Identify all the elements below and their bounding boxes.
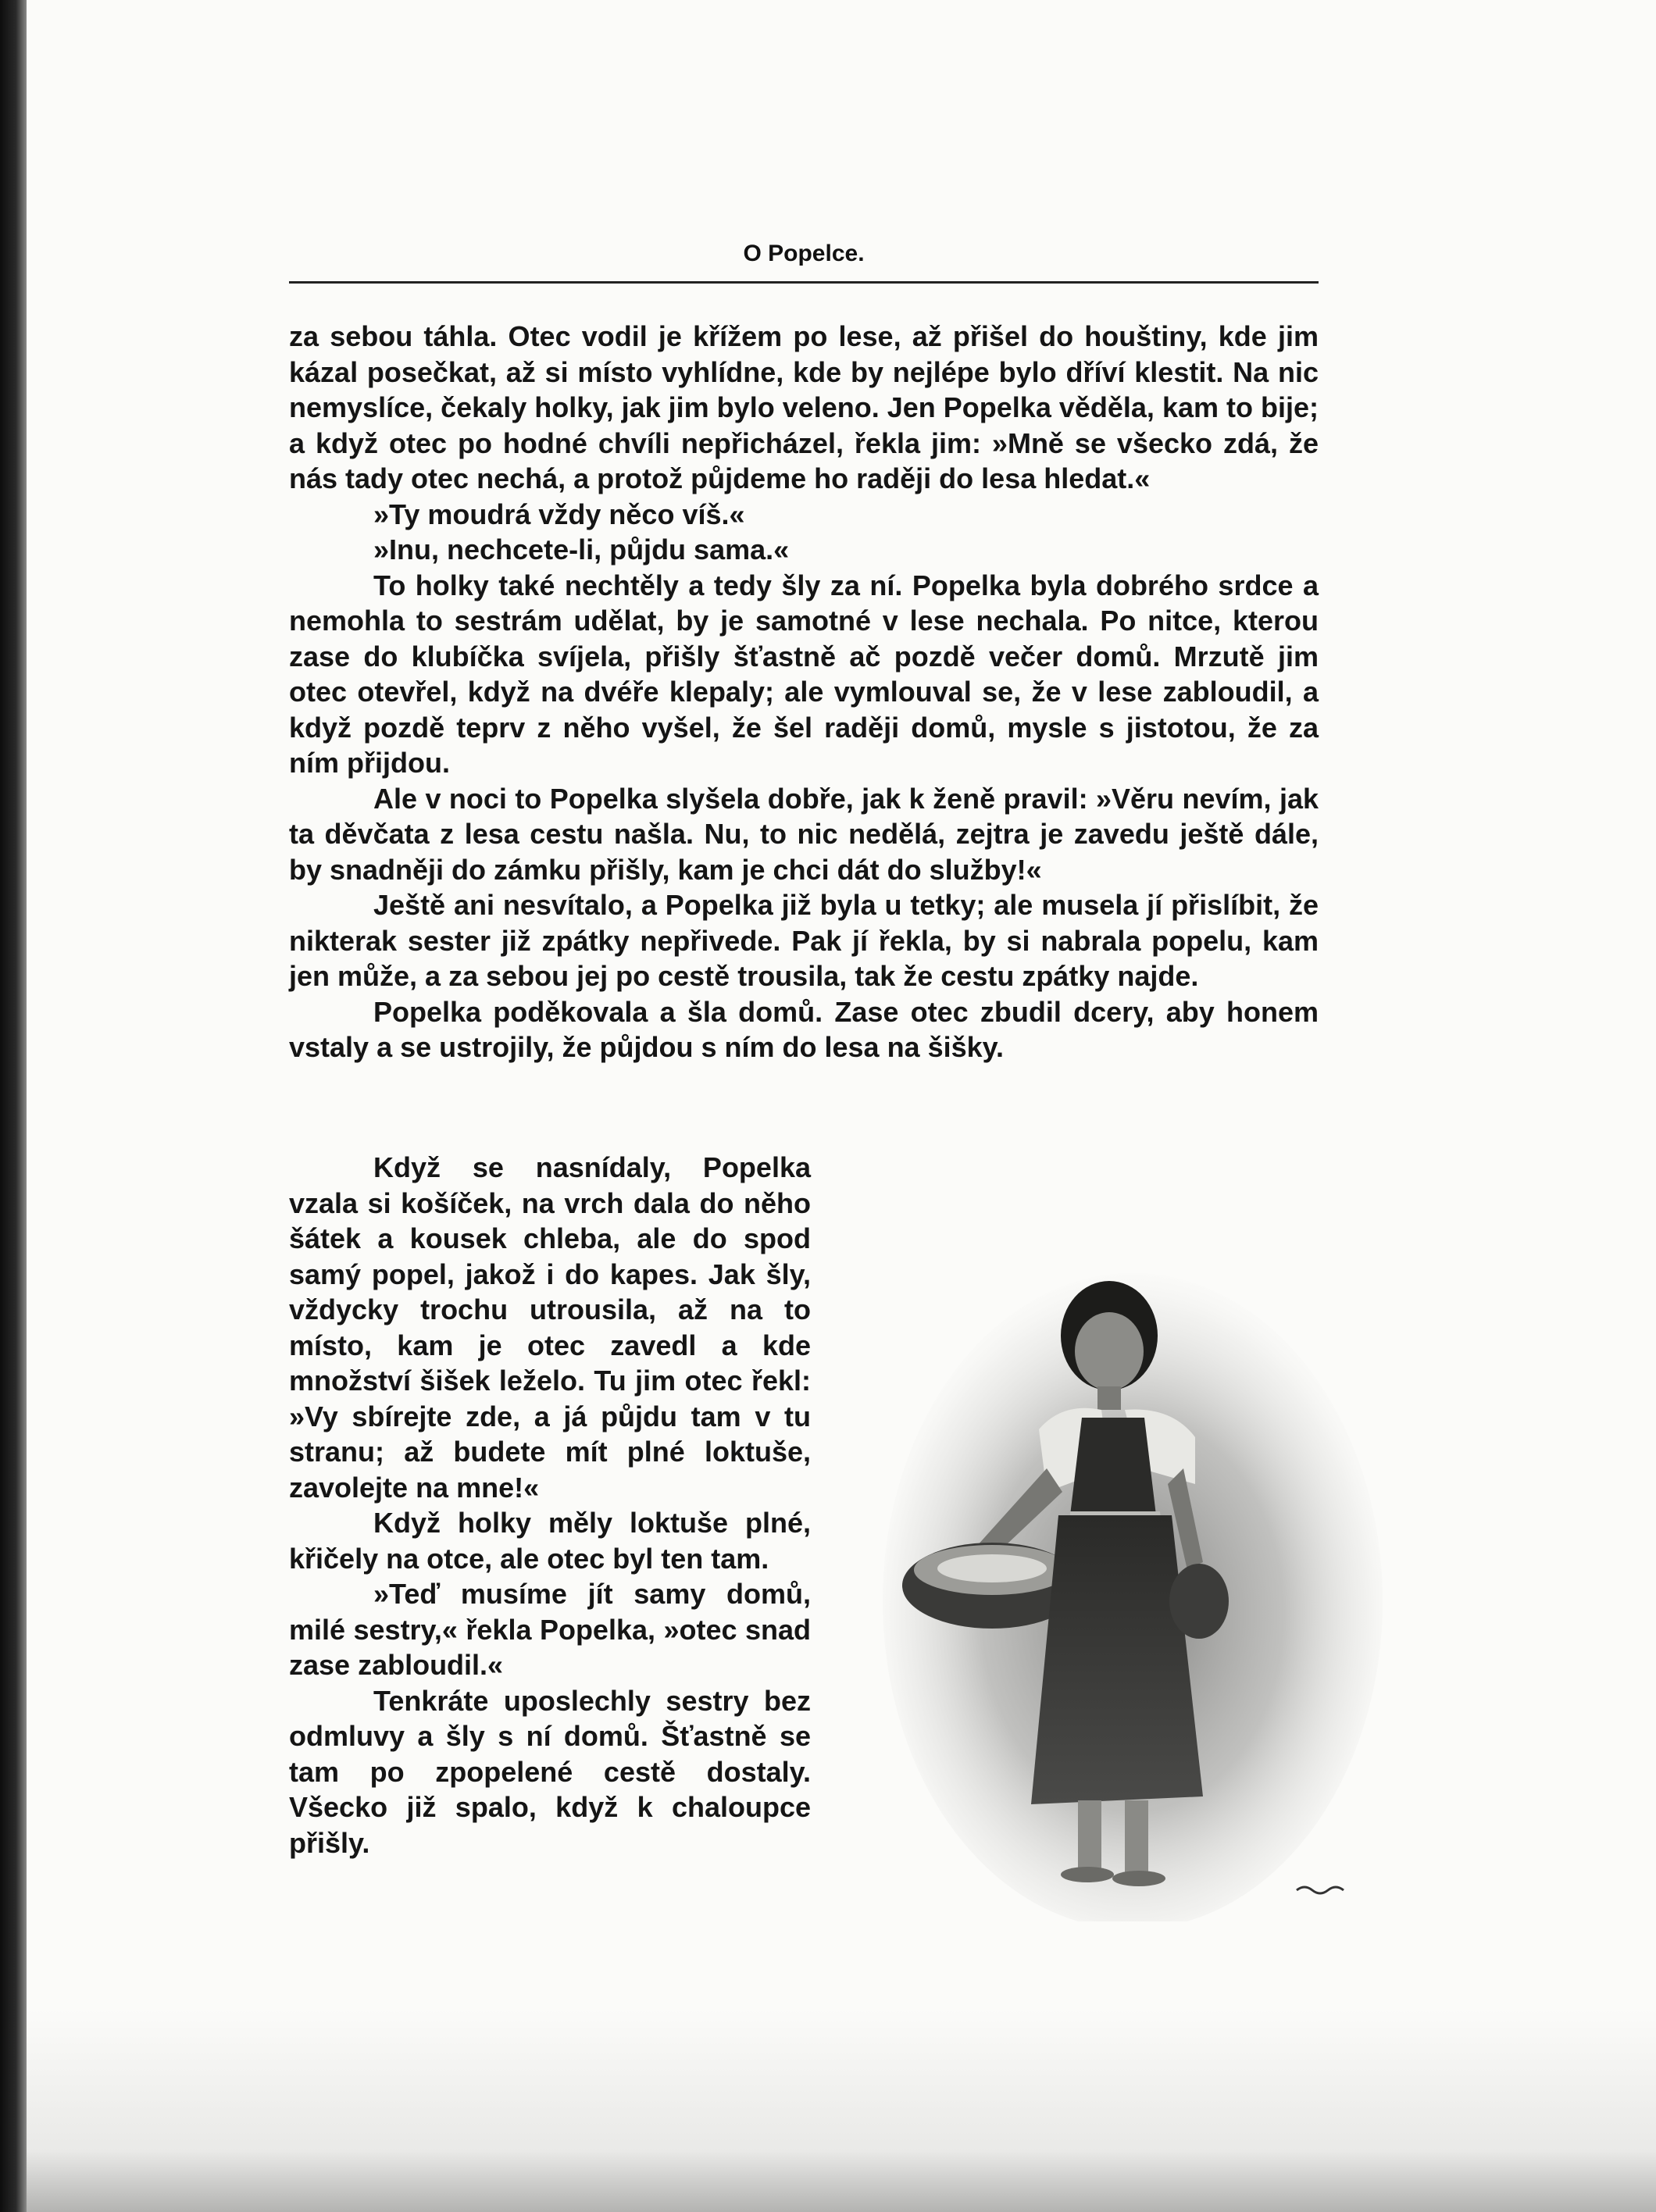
page-edge-shadow (0, 0, 27, 2212)
narrow-text-block (289, 1150, 811, 1861)
paragraph: Ještě ani nesvítalo, a Popelka již byla u tetky; ale musela jí přislíbit, že nikterak sester již zpátky nepřivede. Pak jí řekla, by si nabrala popelu, kam jen může, a za sebou jej po cestě trousila, tak že cestu zpátky najde. (289, 889, 1319, 992)
page-bottom-shading (27, 2009, 1656, 2212)
main-text-block (289, 319, 1319, 1065)
girl-with-basket-engraving-icon (875, 1234, 1390, 1921)
paragraph: Tenkráte uposlechly sestry bez odmluvy a šly s ní domů. Šťastně se tam po zpopelené cestě dostaly. Všecko již spalo, když k chaloupce přišly. (289, 1684, 811, 1859)
paragraph: To holky také nechtěly a tedy šly za ní. Popelka byla dobrého srdce a nemohla to sestrám udělat, by je samotné v lese nechala. Po nitce, kterou zase do klubíčka svíjela, přišly šťastně ač pozdě večer domů. Mrzutě jim otec otevřel, když na dvéře klepaly; ale vymlouval se, že v lese zabloudil, a když pozdě teprv z něho vyšel, že šel raději domů, mysle s jistotou, že za ním přijdou. (289, 569, 1319, 779)
paragraph: Když holky měly loktuše plné, křičely na otce, ale otec byl ten tam. (289, 1507, 811, 1575)
paragraph: »Ty moudrá vždy něco víš.« (373, 498, 745, 530)
header-rule (289, 281, 1319, 284)
paragraph: »Inu, nechcete-li, půjdu sama.« (373, 533, 790, 565)
paragraph: Když se nasnídaly, Popelka vzala si košíček, na vrch dala do něho šátek a kousek chleba, ale do spod samý popel, jakož i do kapes. Jak šly, vždycky trochu utrousila, až na to místo, kam je otec zavedl a kde množství šišek leželo. Tu jim otec řekl: »Vy sbírejte zde, a já půjdu tam v tu stranu; až budete mít plné loktuše, zavolejte na mne!« (289, 1151, 811, 1504)
paragraph: Popelka poděkovala a šla domů. Zase otec zbudil dcery, aby honem vstaly a se ustrojily, že půjdou s ním do lesa na šišky. (289, 995, 1319, 1063)
paragraph: za sebou táhla. Otec vodil je křížem po lese, až přišel do houštiny, kde jim kázal posečkat, až si místo vyhlídne, kde by nejlépe bylo dříví klestit. Na nic nemyslíce, čekaly holky, jak jim bylo veleno. Jen Popelka věděla, kam to bije; a když otec po hodné chvíli nepřicházel, řekla jim: »Mně se všecko zdá, že nás tady otec nechá, a protož půjdeme ho raději do lesa hledat.« (289, 320, 1319, 494)
running-head: O Popelce. (743, 241, 865, 266)
paragraph: »Teď musíme jít samy domů, milé sestry,« řekla Popelka, »otec snad zase zabloudil.« (289, 1578, 811, 1681)
paragraph: Ale v noci to Popelka slyšela dobře, jak k ženě pravil: »Věru nevím, jak ta děvčata z lesa cestu našla. Nu, to nic nedělá, zejtra je zavedu ještě dále, by snadněji do zámku přišly, kam je chci dát do služby!« (289, 782, 1319, 886)
